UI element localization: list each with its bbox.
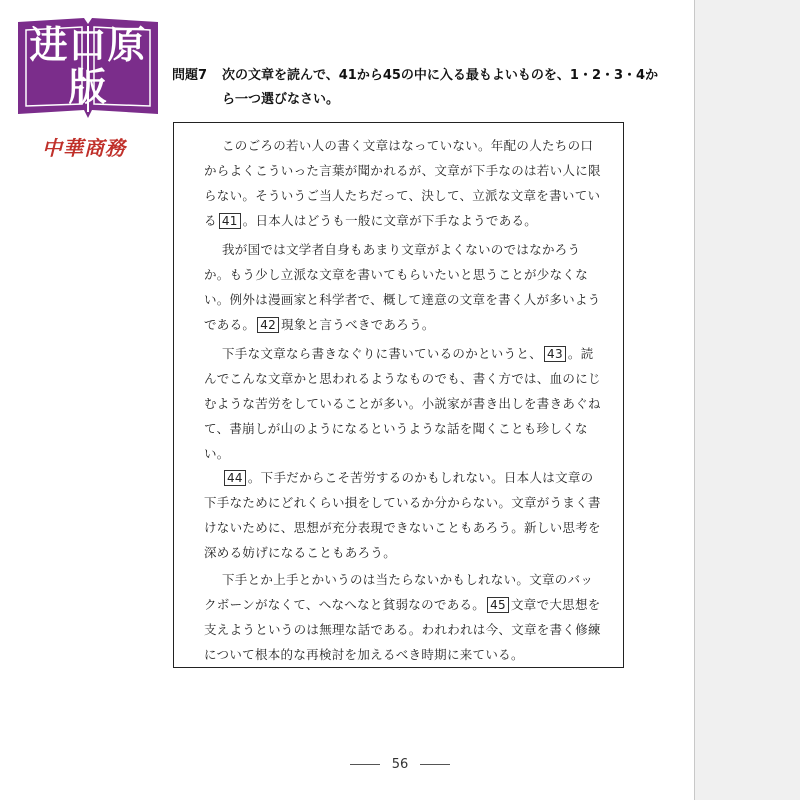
paragraph-text: 。読んでこんな文章かと思われるようなものでも、書く方では、血のにじむような苦労をしていることが多い。小説家が書き出しを書きあぐねて、書崩しが山のようになるというような話を聞くことも珍しくない。 — [204, 346, 601, 461]
blank-marker: 44 — [224, 470, 246, 486]
question-number: 問題7 — [172, 68, 208, 83]
page-number-text: 56 — [391, 757, 409, 772]
passage-paragraph-5 — [204, 567, 604, 667]
badge-label: 进口原版 — [29, 23, 147, 109]
question-instruction: 次の文章を読んで、41から45の中に入る最もよいものを、1・2・3・4から一つ選びなさい。 — [222, 68, 659, 107]
passage-paragraph-2 — [204, 237, 604, 337]
paragraph-text: このごろの若い人の書く文章はなっていない。年配の人たちの口からよくこういった言葉が聞かれるが、文章が下手なのは若い人に限らない。そういうご当人たちだって、決して、立派な文章を書いている — [204, 138, 601, 228]
publisher-logo: 中華商務 — [42, 136, 126, 160]
divider — [350, 764, 380, 765]
paragraph-text: 下手な文章なら書きなぐりに書いているのかというと、 — [222, 346, 543, 361]
paragraph-text: 。日本人はどうも一般に文章が下手なようである。 — [242, 213, 538, 228]
paragraph-text: 下手とか上手とかいうのは当たらないかもしれない。文章のバックボーンがなくて、へなへなと貧弱なのである。 — [204, 572, 594, 612]
blank-marker: 43 — [544, 346, 566, 362]
passage-paragraph-3 — [204, 341, 604, 466]
paragraph-text: 現象と言うべきであろう。 — [281, 317, 435, 332]
blank-marker: 41 — [219, 213, 241, 229]
reading-passage — [173, 122, 624, 668]
paragraph-text: 我が国では文学者自身もあまり文章がよくないのではなかろうか。もう少し立派な文章を書いてもらいたいと思うことが少なくない。例外は漫画家と科学者で、概して達意の文章を書く人が多いようである。 — [204, 242, 601, 332]
paragraph-text: 文章で大思想を支えようというのは無理な話である。われわれは今、文章を書く修練について根本的な再検討を加えるべき時期に来ている。 — [204, 597, 601, 662]
blank-marker: 45 — [487, 597, 509, 613]
paragraph-text: 。下手だからこそ苦労するのかもしれない。日本人は文章の下手なためにどれくらい損をしているか分からない。文章がうまく書けないために、思想が充分表現できないこともあろう。新しい思考を深める妨げになることもあろう。 — [204, 470, 601, 560]
page-number — [0, 757, 800, 772]
page-edge-strip — [694, 0, 800, 800]
passage-paragraph-4 — [204, 465, 604, 565]
passage-paragraph-1 — [204, 133, 604, 233]
import-original-badge — [14, 14, 162, 122]
blank-marker: 42 — [257, 317, 279, 333]
divider — [420, 764, 450, 765]
